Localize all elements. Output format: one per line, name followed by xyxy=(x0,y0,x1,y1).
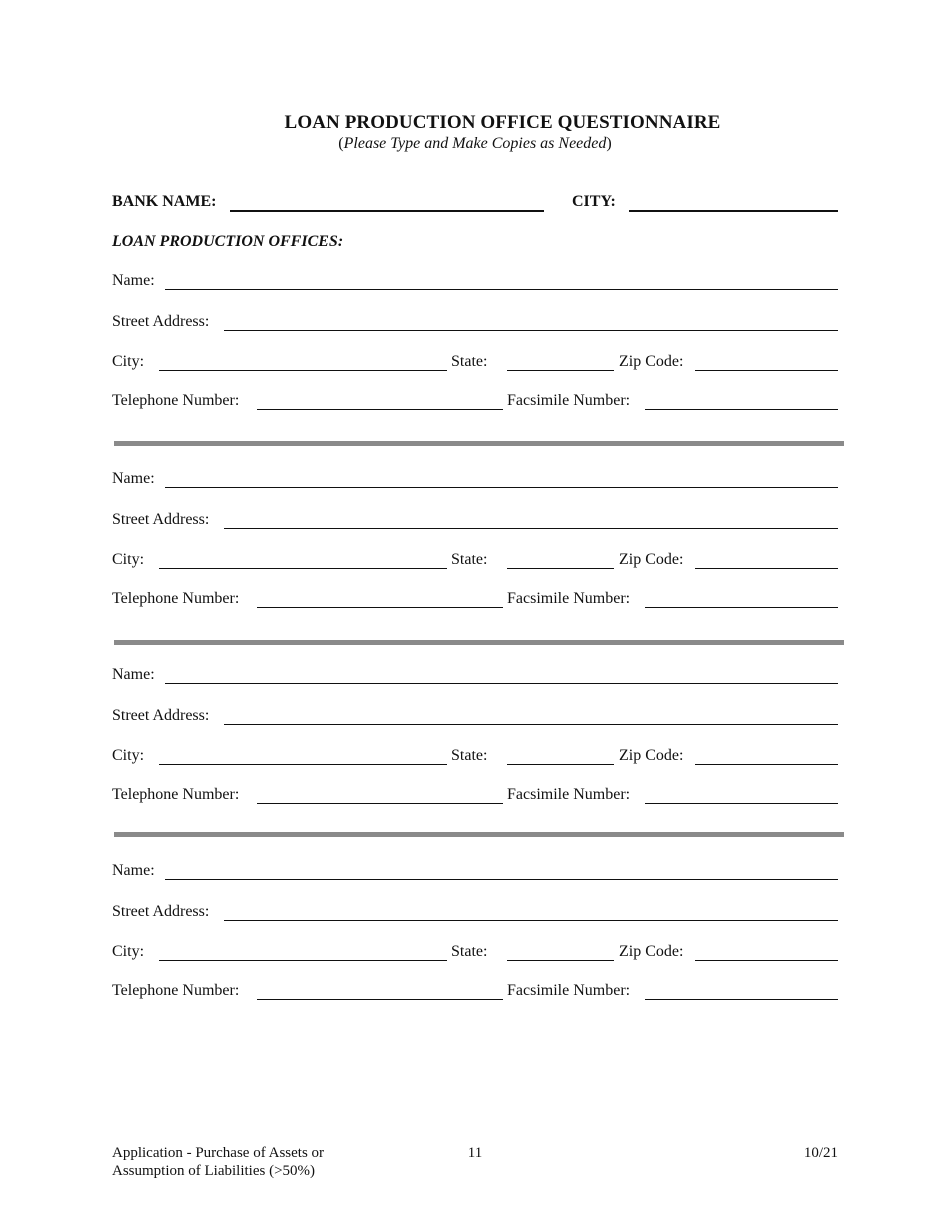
city-label: City: xyxy=(112,747,145,764)
page-number: 11 xyxy=(467,1145,483,1161)
state-field[interactable] xyxy=(507,370,614,371)
bank-name-label: BANK NAME: xyxy=(112,193,217,210)
street-address-row xyxy=(0,903,950,927)
facsimile-field[interactable] xyxy=(645,999,838,1000)
footer-form-title-line1: Application - Purchase of Assets or xyxy=(112,1145,325,1161)
telephone-facsimile-row xyxy=(0,590,950,614)
telephone-field[interactable] xyxy=(257,803,503,804)
bank-name-field[interactable] xyxy=(230,210,544,212)
state-label: State: xyxy=(451,353,488,370)
footer-form-title-line2: Assumption of Liabilities (>50%) xyxy=(112,1163,316,1179)
name-label: Name: xyxy=(112,666,155,683)
city-field[interactable] xyxy=(159,764,447,765)
facsimile-label: Facsimile Number: xyxy=(507,590,631,607)
facsimile-label: Facsimile Number: xyxy=(507,982,631,999)
zip-code-label: Zip Code: xyxy=(619,551,684,568)
street-address-row xyxy=(0,313,950,337)
name-row xyxy=(0,666,950,690)
name-field[interactable] xyxy=(165,683,838,684)
page-subtitle xyxy=(0,135,950,153)
name-row xyxy=(0,470,950,494)
zip-code-label: Zip Code: xyxy=(619,943,684,960)
section-divider xyxy=(114,640,844,645)
street-address-row xyxy=(0,707,950,731)
street-address-field[interactable] xyxy=(224,920,838,921)
telephone-facsimile-row xyxy=(0,392,950,416)
state-label: State: xyxy=(451,747,488,764)
zip-code-field[interactable] xyxy=(695,764,838,765)
facsimile-label: Facsimile Number: xyxy=(507,786,631,803)
subtitle-instruction: Please Type and Make Copies as Needed xyxy=(343,135,607,152)
office-entry xyxy=(0,470,950,630)
state-field[interactable] xyxy=(507,568,614,569)
street-address-label: Street Address: xyxy=(112,903,210,920)
facsimile-field[interactable] xyxy=(645,803,838,804)
name-label: Name: xyxy=(112,470,155,487)
zip-code-field[interactable] xyxy=(695,568,838,569)
city-field[interactable] xyxy=(159,960,447,961)
bank-city-field[interactable] xyxy=(629,210,838,212)
name-field[interactable] xyxy=(165,487,838,488)
subtitle-open-paren: ( xyxy=(338,135,344,152)
street-address-field[interactable] xyxy=(224,528,838,529)
street-address-label: Street Address: xyxy=(112,511,210,528)
zip-code-field[interactable] xyxy=(695,370,838,371)
street-address-field[interactable] xyxy=(224,330,838,331)
page-title: LOAN PRODUCTION OFFICE QUESTIONNAIRE xyxy=(284,112,721,133)
name-label: Name: xyxy=(112,272,155,289)
name-row xyxy=(0,272,950,296)
city-state-zip-row xyxy=(0,353,950,377)
city-state-zip-row xyxy=(0,551,950,575)
bank-city-label: CITY: xyxy=(572,193,616,210)
city-label: City: xyxy=(112,551,145,568)
city-field[interactable] xyxy=(159,568,447,569)
state-field[interactable] xyxy=(507,764,614,765)
revision-date: 10/21 xyxy=(803,1145,838,1161)
state-label: State: xyxy=(451,551,488,568)
telephone-field[interactable] xyxy=(257,999,503,1000)
subtitle-close-paren: ) xyxy=(606,135,612,152)
telephone-label: Telephone Number: xyxy=(112,786,240,803)
street-address-label: Street Address: xyxy=(112,313,210,330)
name-label: Name: xyxy=(112,862,155,879)
telephone-field[interactable] xyxy=(257,409,503,410)
office-entry xyxy=(0,666,950,826)
street-address-field[interactable] xyxy=(224,724,838,725)
street-address-label: Street Address: xyxy=(112,707,210,724)
city-state-zip-row xyxy=(0,747,950,771)
telephone-facsimile-row xyxy=(0,982,950,1006)
city-field[interactable] xyxy=(159,370,447,371)
facsimile-field[interactable] xyxy=(645,409,838,410)
name-field[interactable] xyxy=(165,289,838,290)
section-heading: LOAN PRODUCTION OFFICES: xyxy=(112,233,344,250)
zip-code-label: Zip Code: xyxy=(619,747,684,764)
state-label: State: xyxy=(451,943,488,960)
telephone-label: Telephone Number: xyxy=(112,590,240,607)
facsimile-field[interactable] xyxy=(645,607,838,608)
name-field[interactable] xyxy=(165,879,838,880)
telephone-facsimile-row xyxy=(0,786,950,810)
telephone-label: Telephone Number: xyxy=(112,392,240,409)
section-divider xyxy=(114,441,844,446)
city-state-zip-row xyxy=(0,943,950,967)
telephone-field[interactable] xyxy=(257,607,503,608)
footer-form-title xyxy=(112,1144,412,1180)
zip-code-label: Zip Code: xyxy=(619,353,684,370)
city-label: City: xyxy=(112,353,145,370)
facsimile-label: Facsimile Number: xyxy=(507,392,631,409)
office-entry xyxy=(0,272,950,432)
office-entry xyxy=(0,862,950,1022)
city-label: City: xyxy=(112,943,145,960)
street-address-row xyxy=(0,511,950,535)
zip-code-field[interactable] xyxy=(695,960,838,961)
name-row xyxy=(0,862,950,886)
section-divider xyxy=(114,832,844,837)
telephone-label: Telephone Number: xyxy=(112,982,240,999)
state-field[interactable] xyxy=(507,960,614,961)
